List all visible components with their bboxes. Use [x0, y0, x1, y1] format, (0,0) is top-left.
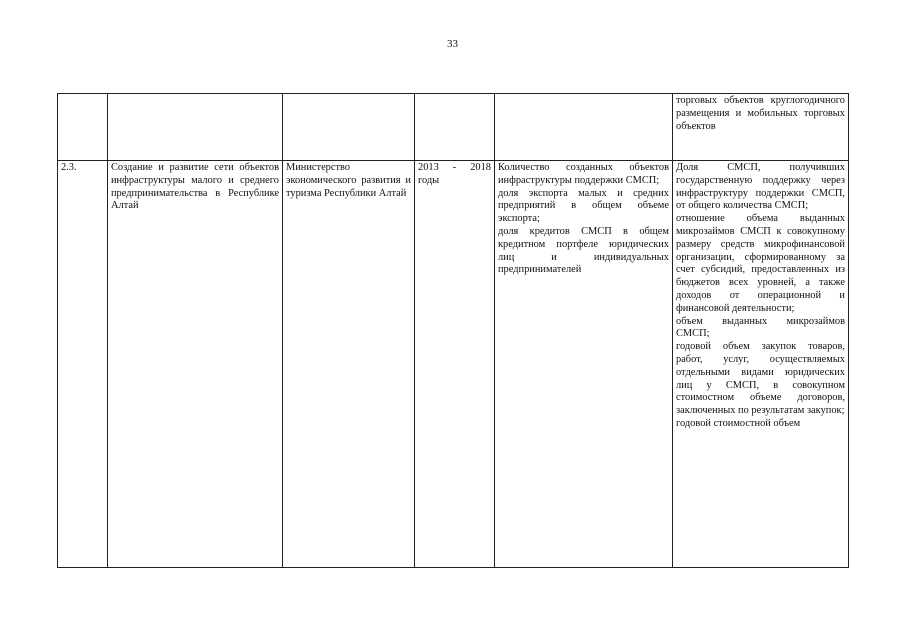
executor-cell	[283, 94, 415, 161]
indicators-cell	[673, 94, 849, 161]
period-cell	[415, 161, 495, 568]
activity-cell	[108, 161, 283, 568]
table-row	[58, 94, 849, 161]
activity-cell	[108, 94, 283, 161]
indicator-text: торговых объектов круглогодичного размещения и мобильных торговых объектов	[676, 95, 845, 132]
indicator-item: объем выданных микрозаймов СМСП;	[676, 315, 845, 340]
indicator-item: годовой стоимостной объем	[676, 417, 801, 429]
period-cell	[415, 94, 495, 161]
number-cell	[58, 94, 108, 161]
number-cell: 2.3.	[58, 161, 108, 568]
result-item: доля экспорта малых и средних предприятий в общем объеме экспорта;	[498, 187, 669, 225]
indicator-item: годовой объем закупок товаров, работ, услуг, осуществляемых отдельными видами юридических лиц у СМСП, в совокупном стоимостном объеме договоров, заключенных по результатам закупок;	[676, 341, 845, 417]
period-text: 2013 - 2018 годы	[418, 162, 491, 186]
result-item: Количество созданных объектов инфраструктуры поддержки СМСП;	[498, 162, 669, 186]
indicator-item: Доля СМСП, получивших государственную поддержку через инфраструктуру поддержки СМСП, от общего количества СМСП;	[676, 162, 845, 212]
indicators-cell	[673, 161, 849, 568]
table-row	[58, 161, 849, 568]
program-activities-table	[57, 93, 849, 568]
result-item: доля кредитов СМСП в общем кредитном портфеле юридических лиц и индивидуальных предпринимателей	[498, 225, 669, 276]
executor-cell	[283, 161, 415, 568]
activity-text: Создание и развитие сети объектов инфраструктуры малого и среднего предпринимательства в Республике Алтай	[111, 162, 279, 212]
page-number: 33	[447, 38, 458, 50]
results-cell	[495, 161, 673, 568]
results-cell	[495, 94, 673, 161]
indicator-item: отношение объема выданных микрозаймов СМСП к совокупному размеру средств микрофинансовой организации, сформированному за счет субсидий, предоставленных из бюджетов всех уровней, а также доходов от операционной и финансовой деятельности;	[676, 213, 845, 314]
executor-text: Министерство экономического развития и туризма Республики Алтай	[286, 162, 411, 199]
